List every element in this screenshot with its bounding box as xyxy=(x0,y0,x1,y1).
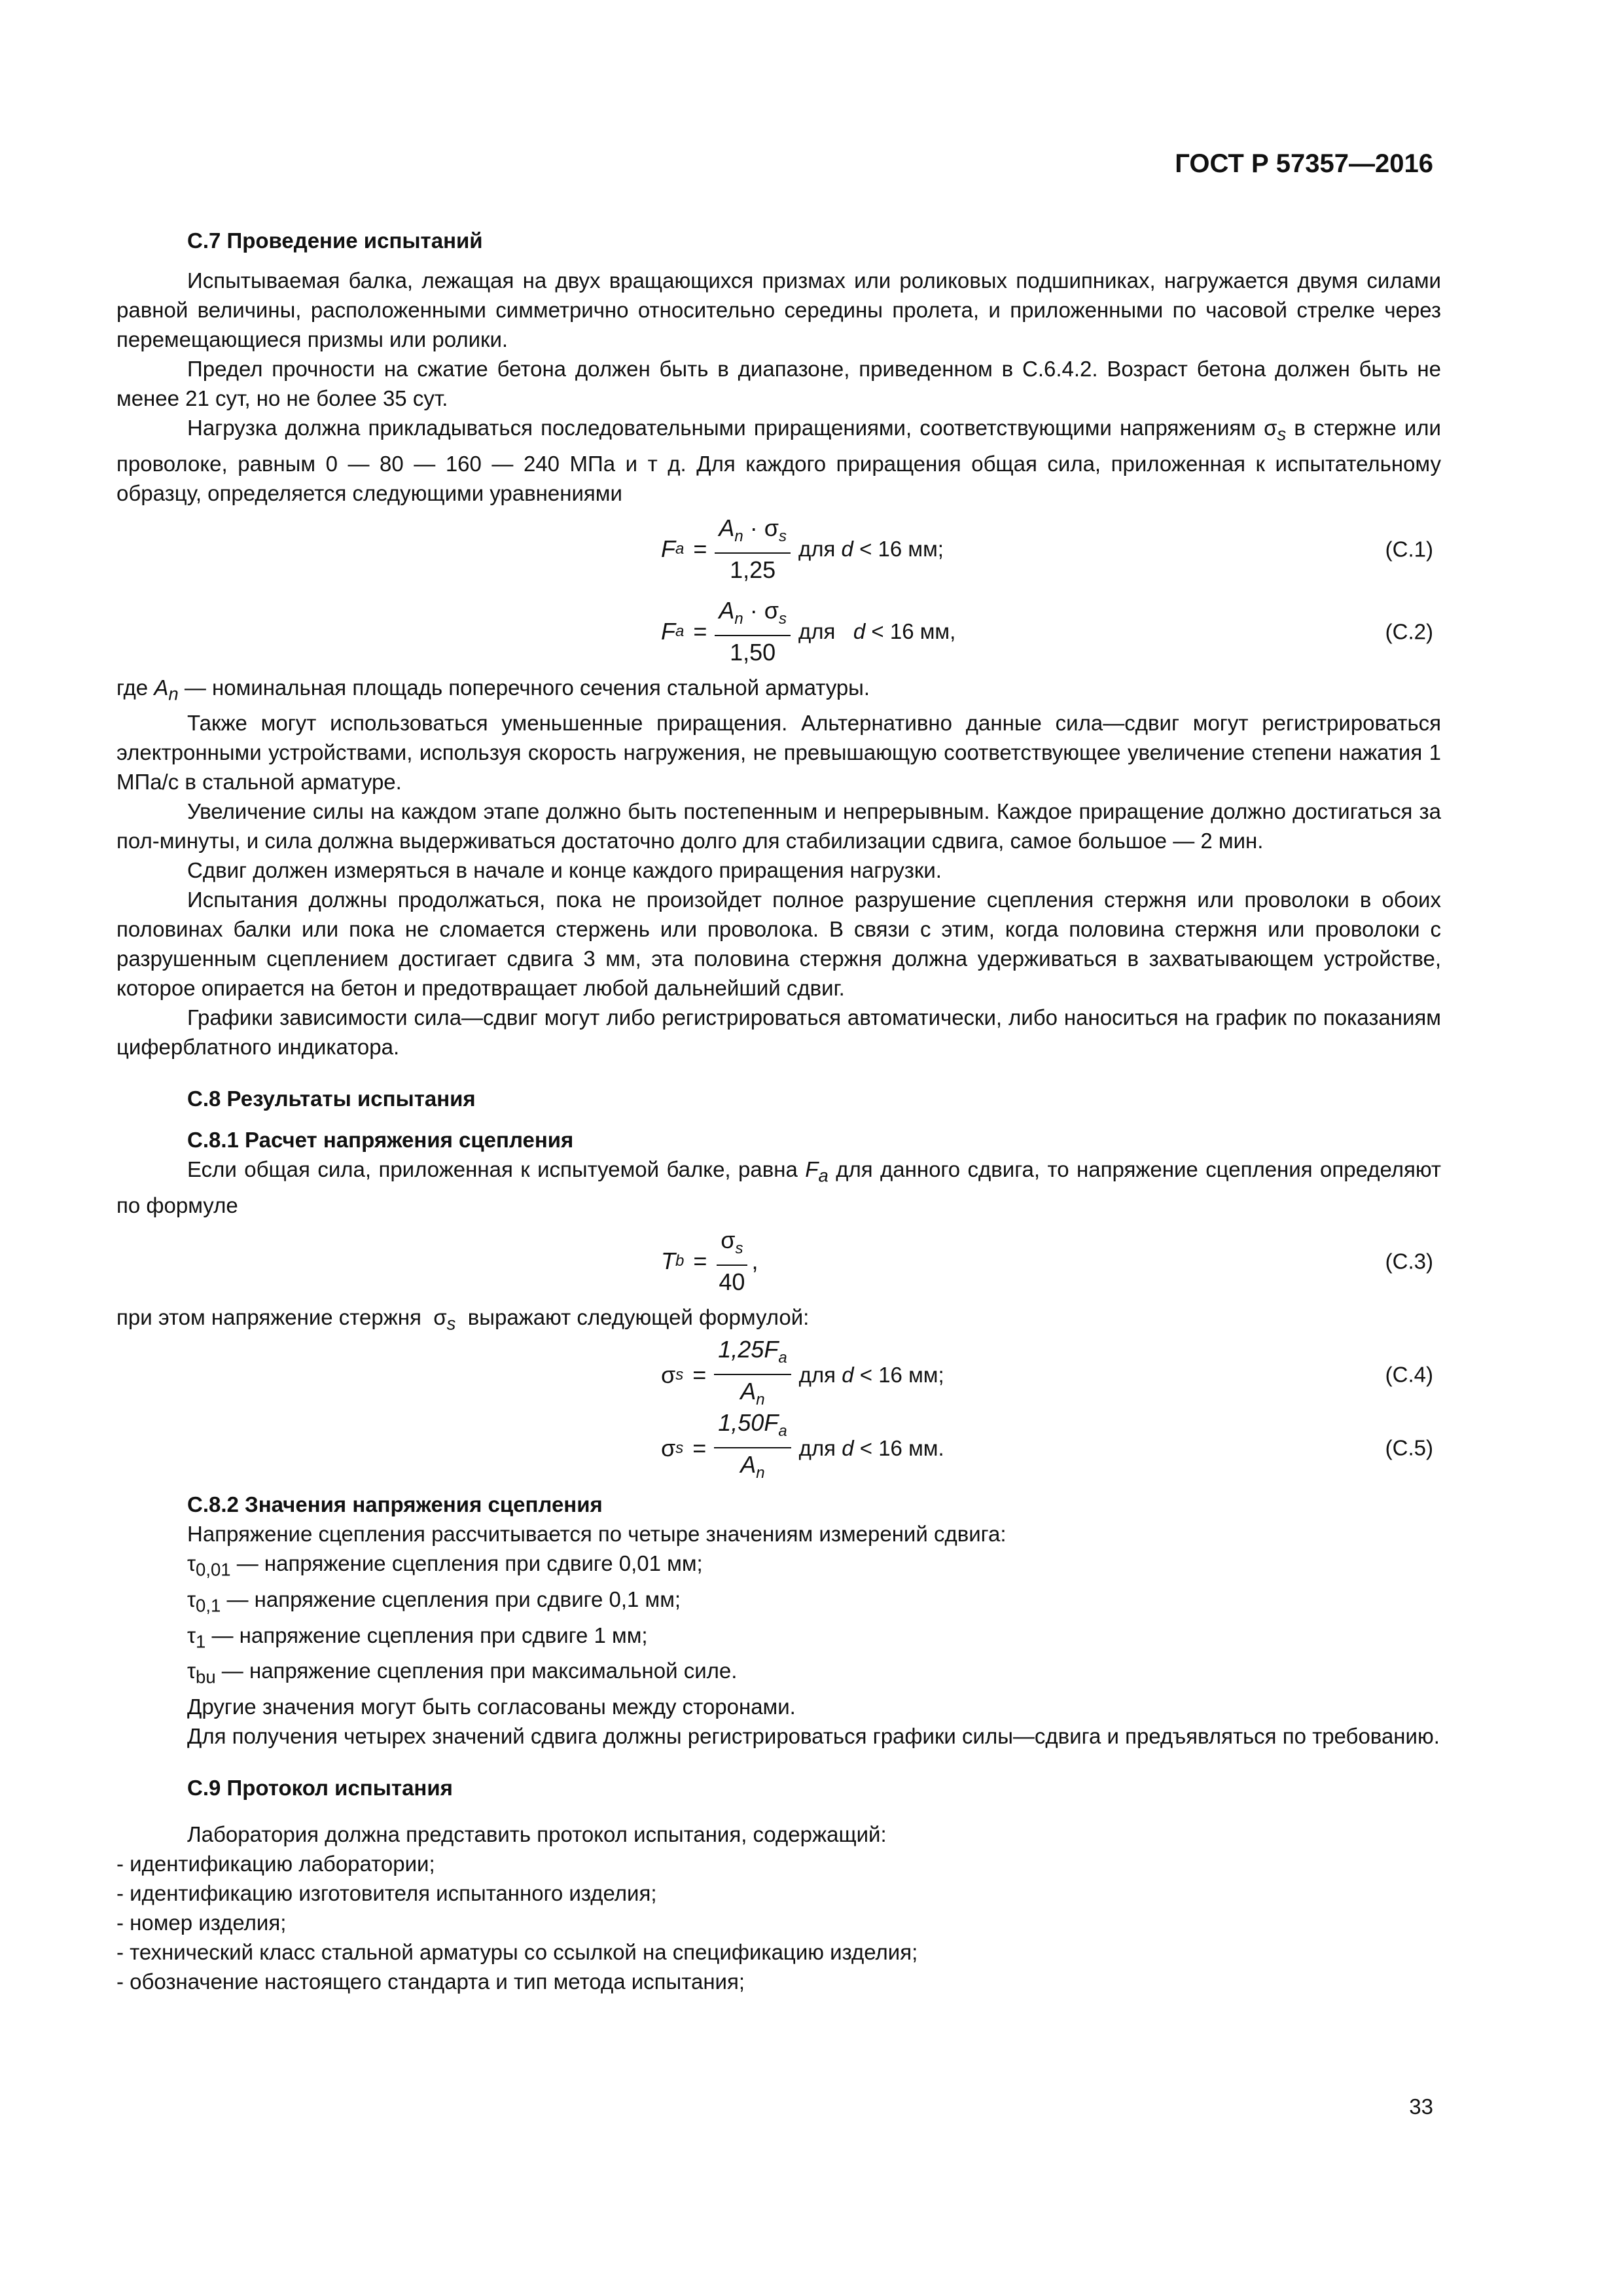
tau-item xyxy=(187,1549,1441,1585)
text-run: — напряжение сцепления при сдвиге 1 мм; xyxy=(205,1623,648,1647)
variable: d xyxy=(853,619,866,644)
text-run: — напряжение сцепления при сдвиге 0,01 мм; xyxy=(230,1551,703,1576)
variable: · σ xyxy=(743,597,779,624)
document-id: ГОСТ Р 57357—2016 xyxy=(1175,149,1433,178)
subscript: b xyxy=(675,1252,685,1270)
formula-c5 xyxy=(116,1411,1441,1484)
denominator: 1,50 xyxy=(730,639,776,666)
text-run: — номинальная площадь поперечного сечения стальной арматуры. xyxy=(178,675,870,700)
subscript: 1 xyxy=(196,1631,206,1652)
paragraph: Испытываемая балка, лежащая на двух вращающихся призмах или роликовых подшипниках, нагружается двумя силами равной величины, расположенными симметрично относительно середины пролета, и приложенными по часовой стрелке через перемещающиеся призмы или ролики. xyxy=(116,268,1441,351)
formula-condition xyxy=(798,534,944,564)
formula-condition xyxy=(798,617,955,646)
text-run: Нагрузка должна прикладываться последовательными приращениями, соответствующими напряжениям σ xyxy=(187,416,1277,440)
subscript: 0,1 xyxy=(196,1595,221,1616)
subsection-heading-c81: С.8.1 Расчет напряжения сцепления xyxy=(187,1128,574,1153)
formula-c3 xyxy=(116,1220,1441,1302)
subscript: a xyxy=(778,1422,787,1441)
variable: σ xyxy=(721,1227,736,1254)
formula-tail: , xyxy=(751,1247,758,1275)
formula-lhs: T xyxy=(661,1247,675,1275)
list-item: - обозначение настоящего стандарта и тип метода испытания; xyxy=(116,1969,745,1994)
page-body xyxy=(116,226,1441,1996)
subscript: s xyxy=(675,1439,684,1457)
subsection-heading-c82: С.8.2 Значения напряжения сцепления xyxy=(187,1492,603,1517)
numerator xyxy=(714,1335,791,1375)
equals-sign: = xyxy=(693,618,707,645)
subscript: s xyxy=(778,610,787,628)
section-heading-c7: С.7 Проведение испытаний xyxy=(187,228,483,253)
subscript: n xyxy=(734,528,743,546)
variable: A xyxy=(740,1378,757,1405)
text-run: — напряжение сцепления при максимальной силе. xyxy=(215,1659,738,1683)
paragraph: Предел прочности на сжатие бетона должен быть в диапазоне, приведенном в С.6.4.2. Возраст бетона должен быть не менее 21 сут, но не более 35 сут. xyxy=(116,357,1441,410)
text-run: < 16 мм; xyxy=(853,537,944,562)
formula-condition xyxy=(799,1360,944,1390)
denominator: 40 xyxy=(719,1268,745,1296)
fraction xyxy=(714,1408,791,1488)
subscript: a xyxy=(778,1349,787,1367)
numerator xyxy=(714,1408,791,1448)
numerator xyxy=(715,513,791,554)
section-heading-c9: С.9 Протокол испытания xyxy=(187,1775,453,1800)
tau-item xyxy=(187,1621,1441,1657)
text-run: для xyxy=(798,619,853,644)
variable: A xyxy=(740,1451,757,1479)
paragraph: Увеличение силы на каждом этапе должно быть постепенным и непрерывным. Каждое приращение должно достигаться за пол-минуты, и сила должна выдерживаться достаточно долго для стабилизации сдвига, самое большое — 2 мин. xyxy=(116,799,1441,853)
variable: d xyxy=(841,537,853,562)
variable: 1,25F xyxy=(718,1336,779,1363)
text-run: выражают следующей формулой: xyxy=(455,1304,810,1329)
numerator xyxy=(715,596,791,636)
formula-lhs: σ xyxy=(661,1361,676,1388)
text-run: < 16 мм; xyxy=(853,1362,944,1387)
paragraph: Сдвиг должен измеряться в начале и конце каждого приращения нагрузки. xyxy=(187,858,942,883)
formula-lhs: F xyxy=(661,535,675,563)
subscript: n xyxy=(734,610,743,628)
text-run: при этом напряжение стержня σ xyxy=(116,1304,447,1329)
formula-number: (С.4) xyxy=(1385,1362,1433,1387)
subscript: 0,01 xyxy=(196,1559,231,1580)
equals-sign: = xyxy=(693,1247,707,1275)
list-item: - технический класс стальной арматуры со ссылкой на спецификацию изделия; xyxy=(116,1939,918,1964)
formula-condition xyxy=(799,1433,944,1463)
variable: A xyxy=(719,597,735,624)
paragraph: Для получения четырех значений сдвига должны регистрироваться графики силы—сдвига и предъявляться по требованию. xyxy=(187,1723,1440,1748)
list-item: - номер изделия; xyxy=(116,1910,287,1935)
tau-item xyxy=(187,1585,1441,1621)
denominator xyxy=(736,1448,768,1488)
subscript: s xyxy=(1277,423,1287,444)
subscript: n xyxy=(756,1391,765,1409)
subscript: s xyxy=(735,1240,743,1258)
subscript: s xyxy=(778,528,787,546)
variable: A xyxy=(719,514,735,542)
formula-number: (С.2) xyxy=(1385,619,1433,644)
variable: A xyxy=(154,675,169,700)
paragraph: Графики зависимости сила—сдвиг могут либо регистрироваться автоматически, либо наноситься на график по показаниям циферблатного индикатора. xyxy=(116,1005,1441,1060)
paragraph: Другие значения могут быть согласованы между сторонами. xyxy=(187,1694,796,1719)
text-run: — напряжение сцепления при сдвиге 0,1 мм; xyxy=(221,1587,681,1611)
subscript: s xyxy=(446,1313,456,1334)
text-run: где xyxy=(116,675,154,700)
symbol: τ xyxy=(187,1551,196,1576)
text-run: для xyxy=(798,1362,842,1387)
text-run: < 16 мм, xyxy=(865,619,956,644)
subscript: a xyxy=(675,540,685,558)
variable: d xyxy=(842,1362,854,1387)
paragraph xyxy=(116,1155,1441,1220)
formula-number: (С.5) xyxy=(1385,1435,1433,1460)
equals-sign: = xyxy=(692,1434,707,1462)
variable: 1,50F xyxy=(718,1409,779,1437)
text-run: для xyxy=(798,1435,842,1460)
denominator: 1,25 xyxy=(730,556,776,584)
text-run: для данного сдвига, то напряжение сцепления определяют по формуле xyxy=(116,1157,1442,1217)
subscript: a xyxy=(675,622,685,641)
formula-lhs: F xyxy=(661,618,675,645)
fraction xyxy=(715,513,791,584)
fraction xyxy=(714,1335,791,1414)
paragraph: Напряжение сцепления рассчитывается по четыре значениям измерений сдвига: xyxy=(187,1522,1007,1547)
paragraph: Испытания должны продолжаться, пока не произойдет полное разрушение сцепления стержня или проволоки в обоих половинах балки или пока не сломается стержень или проволока. В связи с этим, когда половина стержня или проволоки с разрушенным сцеплением достигает сдвига 3 мм, эта половина стержня должна удерживаться в захватывающем устройстве, которое опирается на бетон и предотвращает любой дальнейший сдвиг. xyxy=(116,888,1441,1001)
list-item: - идентификацию лаборатории; xyxy=(116,1851,435,1876)
paragraph xyxy=(116,673,1441,709)
text-run: < 16 мм. xyxy=(853,1435,944,1460)
subscript: bu xyxy=(196,1666,216,1687)
formula-number: (С.1) xyxy=(1385,537,1433,562)
equals-sign: = xyxy=(693,535,707,563)
fraction xyxy=(715,596,791,667)
formula-number: (С.3) xyxy=(1385,1249,1433,1274)
subscript: n xyxy=(168,683,179,704)
subscript: s xyxy=(675,1365,684,1384)
paragraph: Лаборатория должна представить протокол испытания, содержащий: xyxy=(187,1821,887,1846)
list-item: - идентификацию изготовителя испытанного изделия; xyxy=(116,1880,657,1905)
section-heading-c8: С.8 Результаты испытания xyxy=(187,1086,476,1111)
numerator xyxy=(717,1225,747,1266)
fraction xyxy=(715,1225,749,1297)
paragraph xyxy=(116,413,1441,508)
formula-c2 xyxy=(116,590,1441,673)
page-number: 33 xyxy=(1409,2094,1433,2119)
variable: d xyxy=(842,1435,854,1460)
report-list xyxy=(116,1849,1441,1996)
tau-list xyxy=(116,1549,1441,1691)
formula-c1 xyxy=(116,508,1441,590)
symbol: τ xyxy=(187,1659,196,1683)
paragraph xyxy=(116,1302,1441,1338)
text-run: для xyxy=(798,537,842,562)
symbol: τ xyxy=(187,1623,196,1647)
formula-c4 xyxy=(116,1338,1441,1411)
symbol: τ xyxy=(187,1587,196,1611)
subscript: a xyxy=(818,1165,829,1186)
text-run: в стержне или проволоке, равным 0 — 80 — 160 — 240 МПа и т д. Для каждого приращения общая сила, приложенная к испытательному образцу, определяется следующими уравнениями xyxy=(116,416,1441,505)
equals-sign: = xyxy=(692,1361,707,1388)
text-run: Если общая сила, приложенная к испытуемой балке, равна xyxy=(187,1157,806,1182)
paragraph: Также могут использоваться уменьшенные приращения. Альтернативно данные сила—сдвиг могут регистрироваться электронными устройствами, используя скорость нагружения, не превышающую соответствующее увеличение степени нажатия 1 МПа/с в стальной арматуре. xyxy=(116,711,1441,795)
subscript: n xyxy=(756,1464,765,1482)
variable: · σ xyxy=(743,514,779,542)
formula-lhs: σ xyxy=(661,1434,676,1462)
tau-item xyxy=(187,1656,1441,1692)
variable: F xyxy=(805,1157,819,1182)
